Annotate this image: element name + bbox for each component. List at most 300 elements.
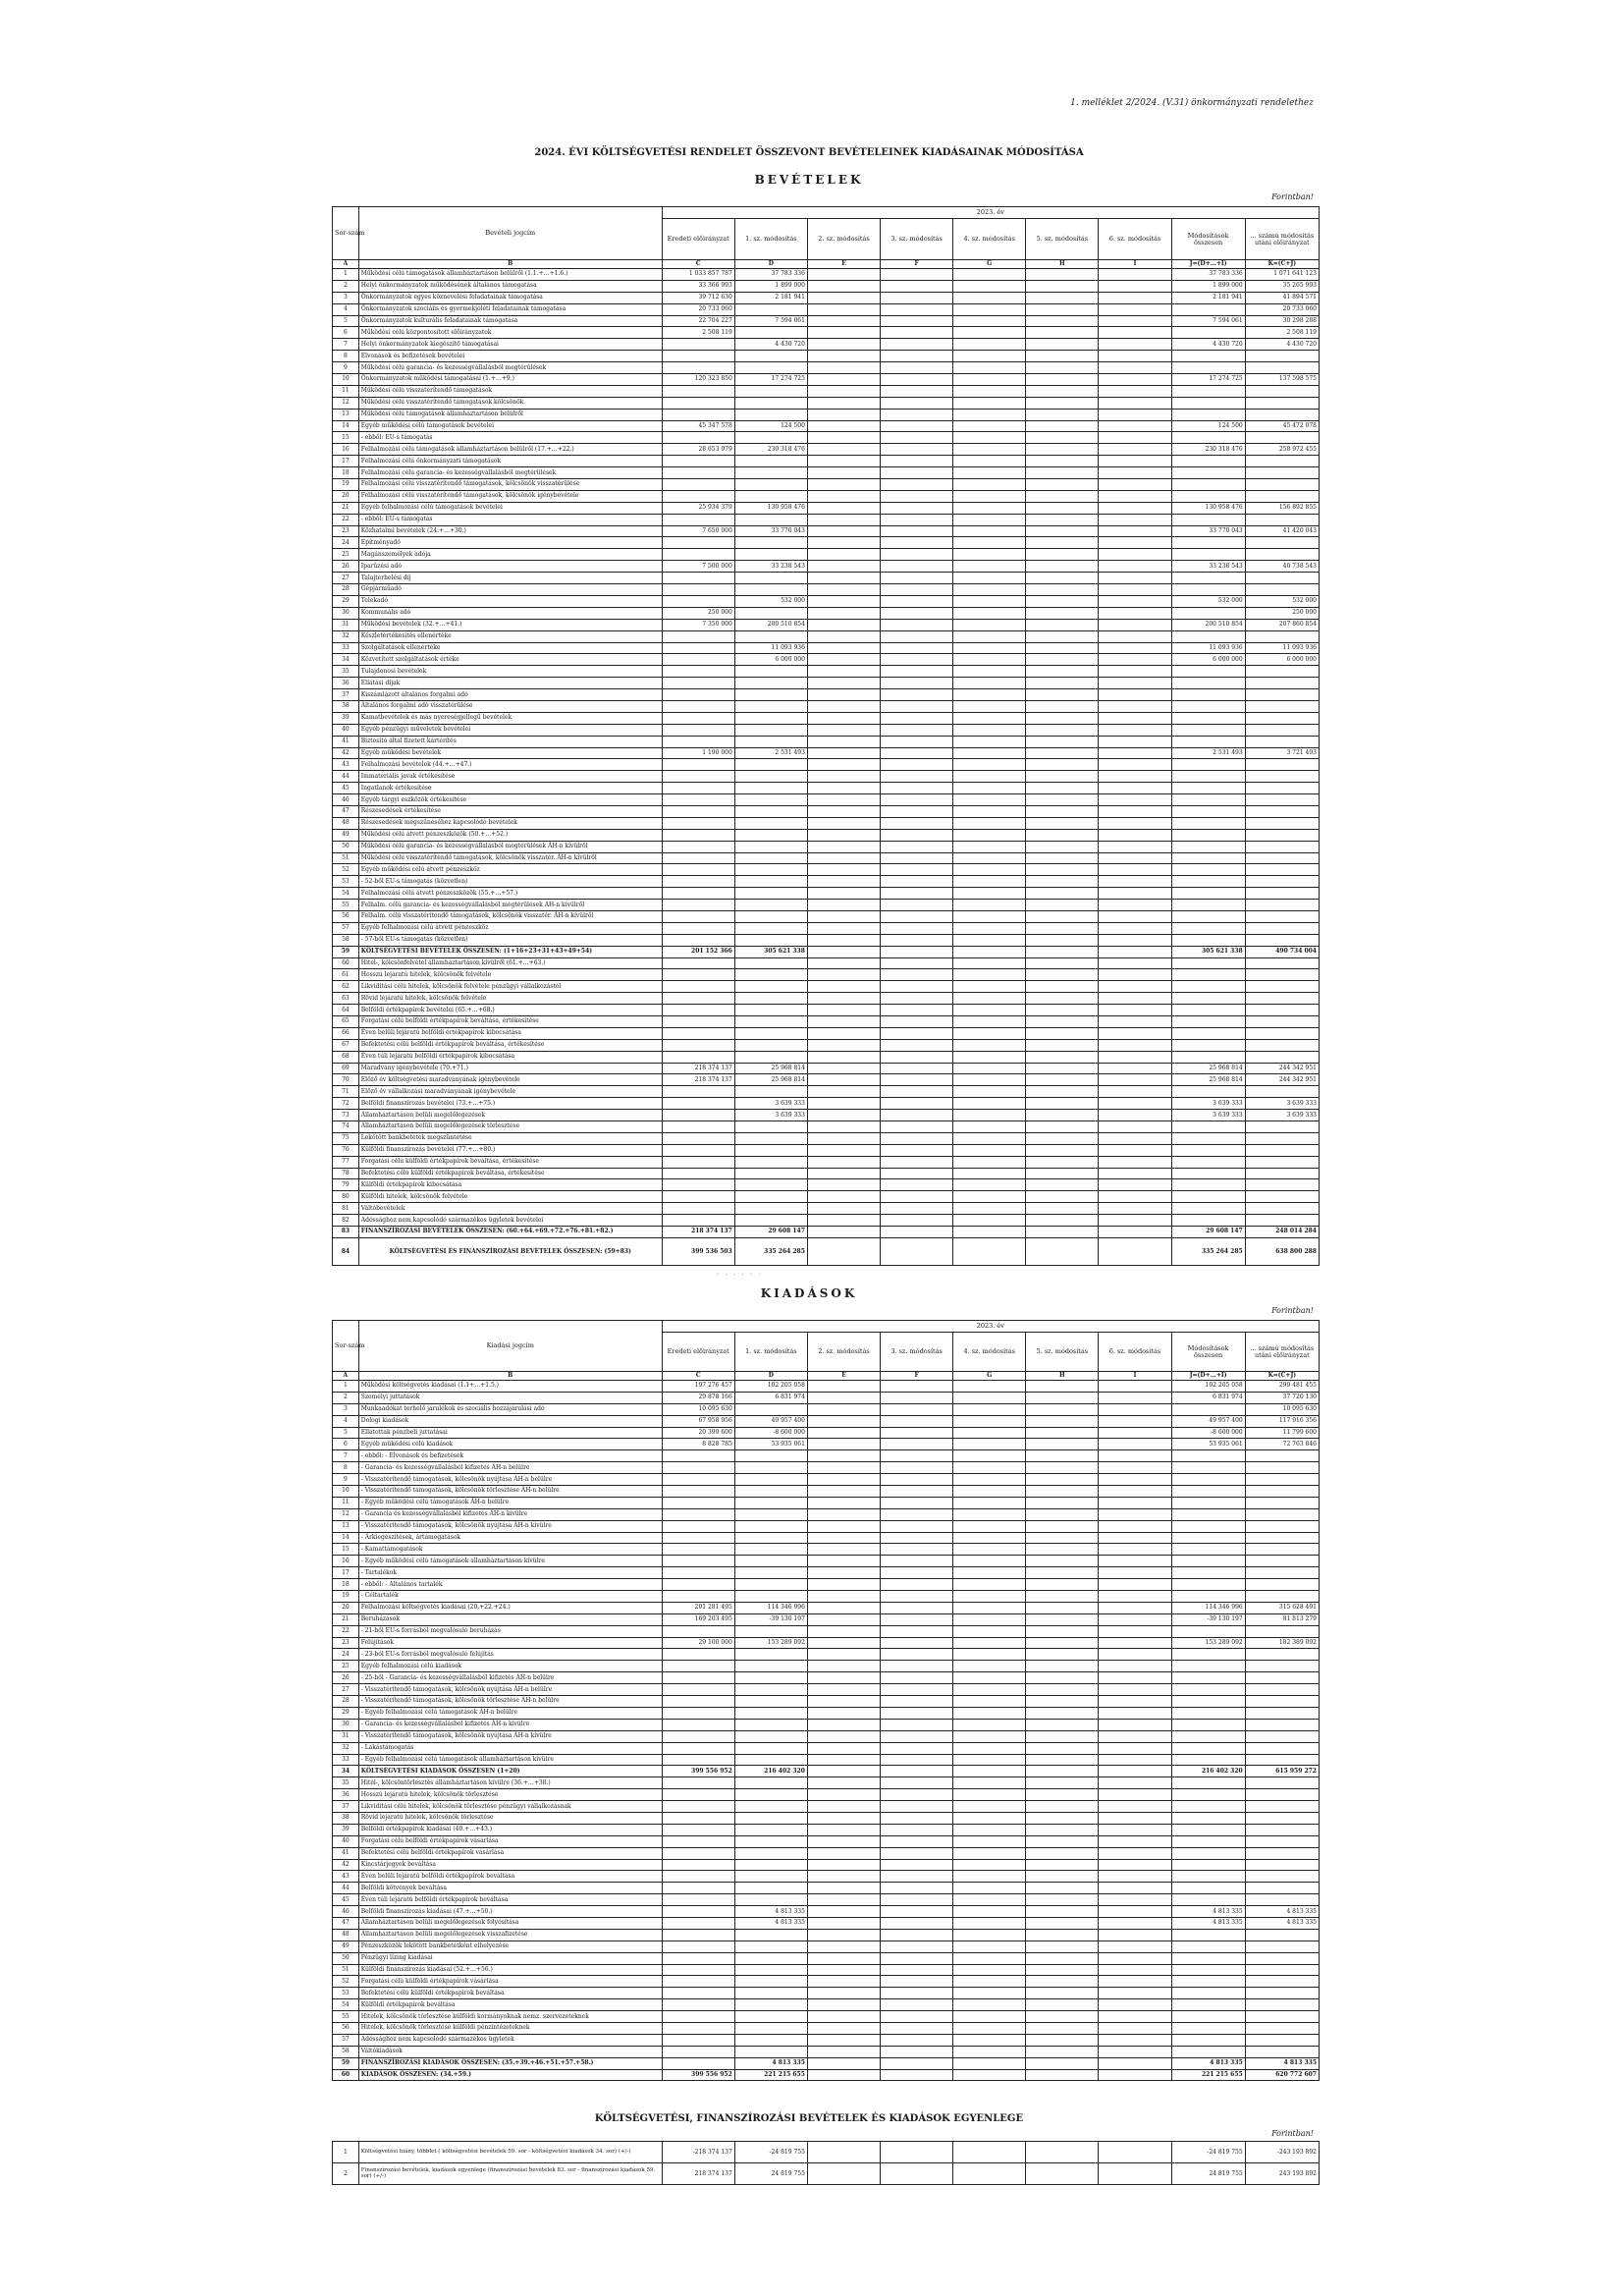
- row-label: - ebből: EU-s támogatás: [358, 514, 662, 525]
- cell-mod-empty: [953, 1415, 1026, 1427]
- cell-mod-total: [1171, 1707, 1245, 1719]
- cell-final: [1245, 1777, 1319, 1789]
- cell-mod-empty: [881, 2057, 953, 2069]
- cell-mod-empty: [881, 654, 953, 666]
- cell-mod-total: 305 621 338: [1171, 946, 1245, 957]
- cell-mod-empty: [881, 642, 953, 654]
- cell-eredeti: 2 508 119: [662, 327, 734, 339]
- row-label: Éven túli lejáratú belföldi értékpapírok kibocsátása: [358, 1051, 662, 1063]
- cell-eredeti: [662, 1835, 734, 1847]
- cell-mod-empty: [953, 1027, 1026, 1039]
- cell-mod-1: [734, 910, 807, 922]
- cell-mod-empty: [881, 374, 953, 386]
- cell-mod-empty: [953, 678, 1026, 689]
- cell-mod-total: 200 510 854: [1171, 619, 1245, 630]
- cell-mod-empty: [1099, 1894, 1171, 1906]
- cell-mod-empty: [1026, 2046, 1099, 2057]
- cell-mod-empty: [953, 759, 1026, 771]
- row-label: - Garancia- és kezességvállalásból kifizetés ÁH-n kívülre: [358, 1719, 662, 1730]
- table-row: [333, 1520, 1320, 1532]
- row-label: Ingatlanok értékesítése: [358, 783, 662, 794]
- cell-final: [1245, 630, 1319, 642]
- row-number: 31: [333, 1730, 359, 1742]
- cell-mod-empty: [881, 1847, 953, 1859]
- row-number: 16: [333, 1556, 359, 1567]
- row-label: - Egyéb működési célú támogatások államháztartáson kívülre: [358, 1556, 662, 1567]
- cell-mod-empty: [1026, 502, 1099, 514]
- cell-mod-empty: [881, 1917, 953, 1929]
- row-label: Általános forgalmi adó visszatérülése: [358, 700, 662, 712]
- cell-mod-empty: [953, 1742, 1026, 1754]
- cell-mod-empty: [1099, 1132, 1171, 1144]
- cell-mod-empty: [807, 1237, 880, 1266]
- row-number: 7: [333, 1450, 359, 1462]
- cell-mod-1: 4 813 335: [734, 2057, 807, 2069]
- cell-mod-empty: [953, 864, 1026, 876]
- table-row: [333, 712, 1320, 724]
- cell-final: 156 892 855: [1245, 502, 1319, 514]
- cell-mod-empty: [953, 900, 1026, 911]
- cell-mod-empty: [1026, 1917, 1099, 1929]
- table-row: [333, 1121, 1320, 1133]
- cell-eredeti: [662, 1742, 734, 1754]
- letter-cell: K=(C+J): [1245, 1372, 1319, 1381]
- row-label: Előző év vállalkozási maradványának igénybevétele: [358, 1086, 662, 1098]
- cell-mod-empty: [953, 841, 1026, 852]
- cell-mod-empty: [807, 1074, 880, 1086]
- cell-mod-empty: [807, 1144, 880, 1156]
- cell-mod-total: -24 819 755: [1171, 2142, 1245, 2163]
- row-label: Államháztartáson belüli megelőlegezések törlesztése: [358, 1121, 662, 1133]
- cell-mod-empty: [1026, 700, 1099, 712]
- cell-mod-empty: [881, 1988, 953, 1999]
- cell-mod-empty: [953, 1191, 1026, 1203]
- row-number: 27: [333, 573, 359, 584]
- cell-eredeti: [662, 630, 734, 642]
- row-number: 25: [333, 549, 359, 561]
- col-header: 4. sz. módosítás: [953, 1333, 1026, 1372]
- row-number: 2: [333, 280, 359, 292]
- cell-eredeti: [662, 1625, 734, 1637]
- cell-final: [1245, 573, 1319, 584]
- cell-mod-empty: [807, 700, 880, 712]
- row-label: Személyi juttatások: [358, 1392, 662, 1403]
- cell-mod-total: [1171, 841, 1245, 852]
- cell-eredeti: [662, 829, 734, 841]
- cell-eredeti: 218 374 137: [662, 1227, 734, 1238]
- row-number: 57: [333, 2034, 359, 2046]
- cell-mod-total: [1171, 327, 1245, 339]
- cell-mod-empty: [881, 1237, 953, 1266]
- table-row: [333, 1976, 1320, 1988]
- cell-mod-total: [1171, 934, 1245, 946]
- row-label: Egyéb működési célú átvett pénzeszköz: [358, 864, 662, 876]
- cell-eredeti: 120 323 850: [662, 374, 734, 386]
- cell-final: [1245, 910, 1319, 922]
- cell-mod-total: [1171, 1556, 1245, 1567]
- table-row: [333, 1532, 1320, 1544]
- row-number: 63: [333, 993, 359, 1005]
- cell-eredeti: [662, 573, 734, 584]
- cell-mod-empty: [953, 1086, 1026, 1098]
- cell-mod-empty: [1026, 1976, 1099, 1988]
- row-number: 51: [333, 852, 359, 864]
- row-label: FINANSZÍROZÁSI KIADÁSOK ÖSSZESEN: (35.+39.+46.+51.+57.+58.): [358, 2057, 662, 2069]
- cell-mod-empty: [881, 292, 953, 303]
- cell-mod-total: [1171, 1929, 1245, 1941]
- cell-mod-empty: [1099, 817, 1171, 829]
- cell-mod-empty: [1026, 817, 1099, 829]
- cell-eredeti: [662, 1649, 734, 1661]
- cell-mod-empty: [953, 1952, 1026, 1964]
- kiadasok-section-title: KIADÁSOK: [760, 1286, 858, 1300]
- table-row: [333, 1462, 1320, 1474]
- cell-mod-empty: [1099, 1063, 1171, 1074]
- cell-mod-empty: [953, 607, 1026, 619]
- cell-mod-1: [734, 1999, 807, 2011]
- cell-final: [1245, 1144, 1319, 1156]
- cell-mod-empty: [1099, 1567, 1171, 1579]
- row-label: Felhalmozási költségvetés kiadásai (20.+22.+24.): [358, 1602, 662, 1613]
- cell-eredeti: [662, 1988, 734, 1999]
- cell-eredeti: [662, 1144, 734, 1156]
- cell-eredeti: [662, 1696, 734, 1708]
- cell-mod-empty: [953, 1941, 1026, 1952]
- cell-mod-empty: [807, 771, 880, 783]
- cell-mod-total: 6 831 974: [1171, 1392, 1245, 1403]
- row-number: 83: [333, 1227, 359, 1238]
- cell-eredeti: [662, 2034, 734, 2046]
- cell-mod-empty: [881, 573, 953, 584]
- cell-mod-empty: [881, 1742, 953, 1754]
- cell-mod-empty: [807, 946, 880, 957]
- cell-mod-empty: [953, 852, 1026, 864]
- cell-mod-empty: [881, 1894, 953, 1906]
- cell-mod-total: 4 813 335: [1171, 1906, 1245, 1918]
- cell-mod-empty: [1026, 467, 1099, 479]
- cell-mod-empty: [953, 1859, 1026, 1871]
- table-row: [333, 1544, 1320, 1556]
- cell-mod-empty: [1026, 1051, 1099, 1063]
- table-row: [333, 1894, 1320, 1906]
- cell-final: [1245, 1132, 1319, 1144]
- cell-mod-empty: [881, 269, 953, 281]
- table-row: [333, 1005, 1320, 1016]
- cell-mod-empty: [953, 1883, 1026, 1894]
- cell-mod-empty: [953, 1168, 1026, 1179]
- cell-mod-empty: [1099, 1016, 1171, 1028]
- cell-mod-empty: [953, 829, 1026, 841]
- cell-eredeti: [662, 1520, 734, 1532]
- cell-mod-empty: [1099, 1051, 1171, 1063]
- cell-mod-empty: [807, 1999, 880, 2011]
- cell-eredeti: 201 152 366: [662, 946, 734, 957]
- cell-mod-total: [1171, 876, 1245, 888]
- cell-eredeti: 10 095 630: [662, 1403, 734, 1415]
- cell-mod-empty: [1026, 1988, 1099, 1999]
- document-title: 2024. ÉVI KÖLTSÉGVETÉSI RENDELET ÖSSZEVONT BEVÉTELEINEK KIADÁSAINAK MÓDOSÍTÁSA: [534, 147, 1084, 158]
- cell-final: [1245, 549, 1319, 561]
- cell-mod-empty: [1099, 385, 1171, 397]
- row-number: 73: [333, 1110, 359, 1121]
- cell-mod-empty: [1099, 759, 1171, 771]
- cell-mod-empty: [1099, 957, 1171, 969]
- cell-mod-empty: [881, 1591, 953, 1603]
- row-label: Részesedések értékesítése: [358, 805, 662, 817]
- row-label: Rövid lejáratú hitelek, kölcsönök felvétele: [358, 993, 662, 1005]
- row-label: FINANSZÍROZÁSI BEVÉTELEK ÖSSZESEN: (60.+64.+69.+72.+76.+81.+82.): [358, 1227, 662, 1238]
- cell-eredeti: 399 536 503: [662, 1237, 734, 1266]
- cell-mod-empty: [807, 432, 880, 444]
- cell-mod-empty: [807, 759, 880, 771]
- cell-mod-empty: [1099, 1591, 1171, 1603]
- row-number: 2: [333, 2163, 359, 2185]
- cell-eredeti: [662, 1098, 734, 1110]
- cell-mod-empty: [1099, 374, 1171, 386]
- cell-mod-empty: [881, 1777, 953, 1789]
- cell-mod-empty: [881, 794, 953, 806]
- letter-cell: K=(C+J): [1245, 260, 1319, 269]
- cell-mod-empty: [807, 385, 880, 397]
- cell-final: [1245, 1754, 1319, 1766]
- cell-mod-empty: [881, 584, 953, 596]
- cell-mod-empty: [1099, 607, 1171, 619]
- cell-mod-1: [734, 888, 807, 900]
- table-row: [333, 303, 1320, 315]
- row-label: Külföldi értékpapírok kibocsátása: [358, 1179, 662, 1191]
- row-label: Közvetített szolgáltatások értéke: [358, 654, 662, 666]
- cell-mod-empty: [1099, 934, 1171, 946]
- cell-mod-empty: [1026, 736, 1099, 747]
- row-number: 49: [333, 829, 359, 841]
- cell-mod-empty: [807, 490, 880, 502]
- cell-final: 81 813 279: [1245, 1613, 1319, 1625]
- cell-final: [1245, 1497, 1319, 1508]
- cell-mod-total: [1171, 1016, 1245, 1028]
- letter-cell: I: [1099, 260, 1171, 269]
- row-number: 65: [333, 1016, 359, 1028]
- cell-mod-empty: [807, 724, 880, 736]
- cell-mod-1: 7 594 061: [734, 315, 807, 327]
- cell-mod-empty: [1026, 1392, 1099, 1403]
- cell-mod-empty: [807, 1203, 880, 1215]
- cell-mod-empty: [1099, 2069, 1171, 2081]
- cell-mod-empty: [881, 666, 953, 678]
- cell-mod-empty: [881, 1766, 953, 1777]
- cell-eredeti: [662, 724, 734, 736]
- cell-mod-empty: [881, 829, 953, 841]
- cell-mod-1: [734, 2022, 807, 2034]
- cell-mod-1: [734, 1486, 807, 1498]
- cell-mod-total: [1171, 1191, 1245, 1203]
- cell-mod-empty: [1099, 397, 1171, 409]
- letter-cell: E: [807, 1372, 880, 1381]
- cell-mod-1: [734, 724, 807, 736]
- cell-mod-empty: [953, 736, 1026, 747]
- cell-mod-total: [1171, 993, 1245, 1005]
- cell-mod-empty: [807, 1486, 880, 1498]
- row-label: - 52-ből EU-s támogatás (közvetlen): [358, 876, 662, 888]
- row-number: 61: [333, 969, 359, 981]
- row-number: 75: [333, 1132, 359, 1144]
- letter-cell: F: [881, 1372, 953, 1381]
- cell-eredeti: [662, 993, 734, 1005]
- cell-mod-empty: [1099, 852, 1171, 864]
- cell-mod-empty: [1099, 642, 1171, 654]
- row-number: 24: [333, 1649, 359, 1661]
- cell-mod-empty: [881, 619, 953, 630]
- cell-mod-empty: [1026, 805, 1099, 817]
- cell-mod-empty: [1026, 561, 1099, 573]
- cell-mod-empty: [1026, 642, 1099, 654]
- cell-mod-empty: [953, 654, 1026, 666]
- row-label: Forgatási célú belföldi értékpapírok beváltása, értékesítése: [358, 1016, 662, 1028]
- cell-mod-total: [1171, 1086, 1245, 1098]
- cell-mod-empty: [1099, 1191, 1171, 1203]
- col-header: 2. sz. módosítás: [807, 219, 880, 260]
- cell-mod-empty: [807, 1086, 880, 1098]
- cell-final: [1245, 1812, 1319, 1824]
- cell-mod-empty: [1099, 1579, 1171, 1591]
- row-label: Külföldi értékpapírok beváltása: [358, 1999, 662, 2011]
- cell-mod-total: [1171, 759, 1245, 771]
- table-row: [333, 619, 1320, 630]
- cell-eredeti: [662, 2011, 734, 2023]
- cell-mod-empty: [807, 1906, 880, 1918]
- cell-mod-total: 11 093 936: [1171, 642, 1245, 654]
- table-row: [333, 1439, 1320, 1450]
- cell-mod-1: 153 289 092: [734, 1637, 807, 1649]
- cell-mod-empty: [807, 1754, 880, 1766]
- cell-mod-empty: [807, 1027, 880, 1039]
- table-row: [333, 642, 1320, 654]
- cell-mod-1: [734, 1544, 807, 1556]
- cell-mod-empty: [1099, 1237, 1171, 1266]
- cell-mod-empty: [881, 736, 953, 747]
- cell-mod-1: [734, 1649, 807, 1661]
- cell-mod-1: [734, 1132, 807, 1144]
- cell-final: [1245, 2022, 1319, 2034]
- row-label: Külföldi finanszírozás kiadásai (52.+…+56.): [358, 1964, 662, 1976]
- cell-mod-1: [734, 759, 807, 771]
- cell-final: 117 916 356: [1245, 1415, 1319, 1427]
- cell-mod-empty: [953, 888, 1026, 900]
- row-number: 81: [333, 1203, 359, 1215]
- cell-mod-empty: [953, 385, 1026, 397]
- table-row: [333, 1929, 1320, 1941]
- cell-mod-empty: [953, 456, 1026, 467]
- row-label: Elvonások és befizetések bevételei: [358, 351, 662, 362]
- scan-artifact: · · · · · ·: [717, 1271, 763, 1279]
- cell-mod-empty: [881, 1427, 953, 1439]
- cell-mod-total: [1171, 432, 1245, 444]
- cell-mod-empty: [807, 1098, 880, 1110]
- cell-mod-1: [734, 1824, 807, 1835]
- cell-mod-empty: [881, 303, 953, 315]
- cell-mod-empty: [881, 946, 953, 957]
- cell-mod-1: [734, 1579, 807, 1591]
- row-number: 43: [333, 759, 359, 771]
- cell-mod-empty: [953, 490, 1026, 502]
- cell-mod-empty: [1099, 1789, 1171, 1801]
- cell-mod-empty: [807, 1684, 880, 1696]
- cell-mod-empty: [953, 1999, 1026, 2011]
- cell-mod-empty: [1099, 864, 1171, 876]
- cell-eredeti: 218 374 137: [662, 1063, 734, 1074]
- row-number: 19: [333, 479, 359, 491]
- row-label: Szolgáltatások ellenértéke: [358, 642, 662, 654]
- cell-mod-1: [734, 1742, 807, 1754]
- cell-mod-empty: [881, 1883, 953, 1894]
- cell-mod-empty: [881, 922, 953, 934]
- cell-mod-empty: [953, 351, 1026, 362]
- cell-mod-total: [1171, 1520, 1245, 1532]
- cell-mod-1: [734, 1567, 807, 1579]
- cell-mod-1: [734, 1016, 807, 1028]
- cell-mod-empty: [1099, 630, 1171, 642]
- row-number: 3: [333, 1403, 359, 1415]
- table-row: [333, 1999, 1320, 2011]
- cell-mod-1: [734, 1730, 807, 1742]
- cell-eredeti: 1 190 000: [662, 747, 734, 759]
- cell-mod-1: 3 639 333: [734, 1110, 807, 1121]
- cell-mod-empty: [1026, 759, 1099, 771]
- cell-mod-empty: [1099, 910, 1171, 922]
- cell-mod-total: [1171, 1156, 1245, 1168]
- cell-mod-empty: [1026, 712, 1099, 724]
- col-header: 1. sz. módosítás: [734, 1333, 807, 1372]
- cell-mod-empty: [881, 1941, 953, 1952]
- cell-mod-total: [1171, 1567, 1245, 1579]
- cell-final: [1245, 1707, 1319, 1719]
- row-number: 5: [333, 1427, 359, 1439]
- row-label: - Visszatérítendő támogatások, kölcsönök nyújtása ÁH-n kívülre: [358, 1730, 662, 1742]
- cell-mod-empty: [953, 981, 1026, 993]
- cell-mod-empty: [953, 420, 1026, 432]
- cell-mod-empty: [953, 1427, 1026, 1439]
- cell-mod-total: [1171, 1591, 1245, 1603]
- cell-mod-empty: [1099, 561, 1171, 573]
- cell-mod-1: 221 215 655: [734, 2069, 807, 2081]
- row-number: 35: [333, 1777, 359, 1789]
- cell-mod-empty: [807, 1227, 880, 1238]
- col-sorszam-header: Sor-szám: [333, 1321, 359, 1372]
- cell-mod-1: [734, 630, 807, 642]
- row-number: 55: [333, 2011, 359, 2023]
- cell-mod-empty: [1026, 829, 1099, 841]
- col-header: 5. sz. módosítás: [1026, 1333, 1099, 1372]
- cell-mod-empty: [1099, 595, 1171, 607]
- cell-mod-empty: [807, 1801, 880, 1813]
- row-number: 37: [333, 689, 359, 701]
- row-number: 34: [333, 1766, 359, 1777]
- cell-mod-empty: [1099, 327, 1171, 339]
- row-label: Hitelek, kölcsönök törlesztése külföldi kormányoknak nemz. szervezeteknek: [358, 2011, 662, 2023]
- row-label: Talajterhelési díj: [358, 573, 662, 584]
- row-number: 41: [333, 736, 359, 747]
- row-number: 43: [333, 1871, 359, 1883]
- row-label: Működési célú átvett pénzeszközök (50.+…+52.): [358, 829, 662, 841]
- cell-mod-total: 25 968 814: [1171, 1074, 1245, 1086]
- row-number: 66: [333, 1027, 359, 1039]
- cell-mod-empty: [1099, 1098, 1171, 1110]
- cell-eredeti: [662, 678, 734, 689]
- cell-mod-1: [734, 771, 807, 783]
- row-label: Adóssághoz nem kapcsolódó származékos ügyletek: [358, 2034, 662, 2046]
- row-number: 2: [333, 1392, 359, 1403]
- cell-mod-1: [734, 1179, 807, 1191]
- cell-eredeti: [662, 689, 734, 701]
